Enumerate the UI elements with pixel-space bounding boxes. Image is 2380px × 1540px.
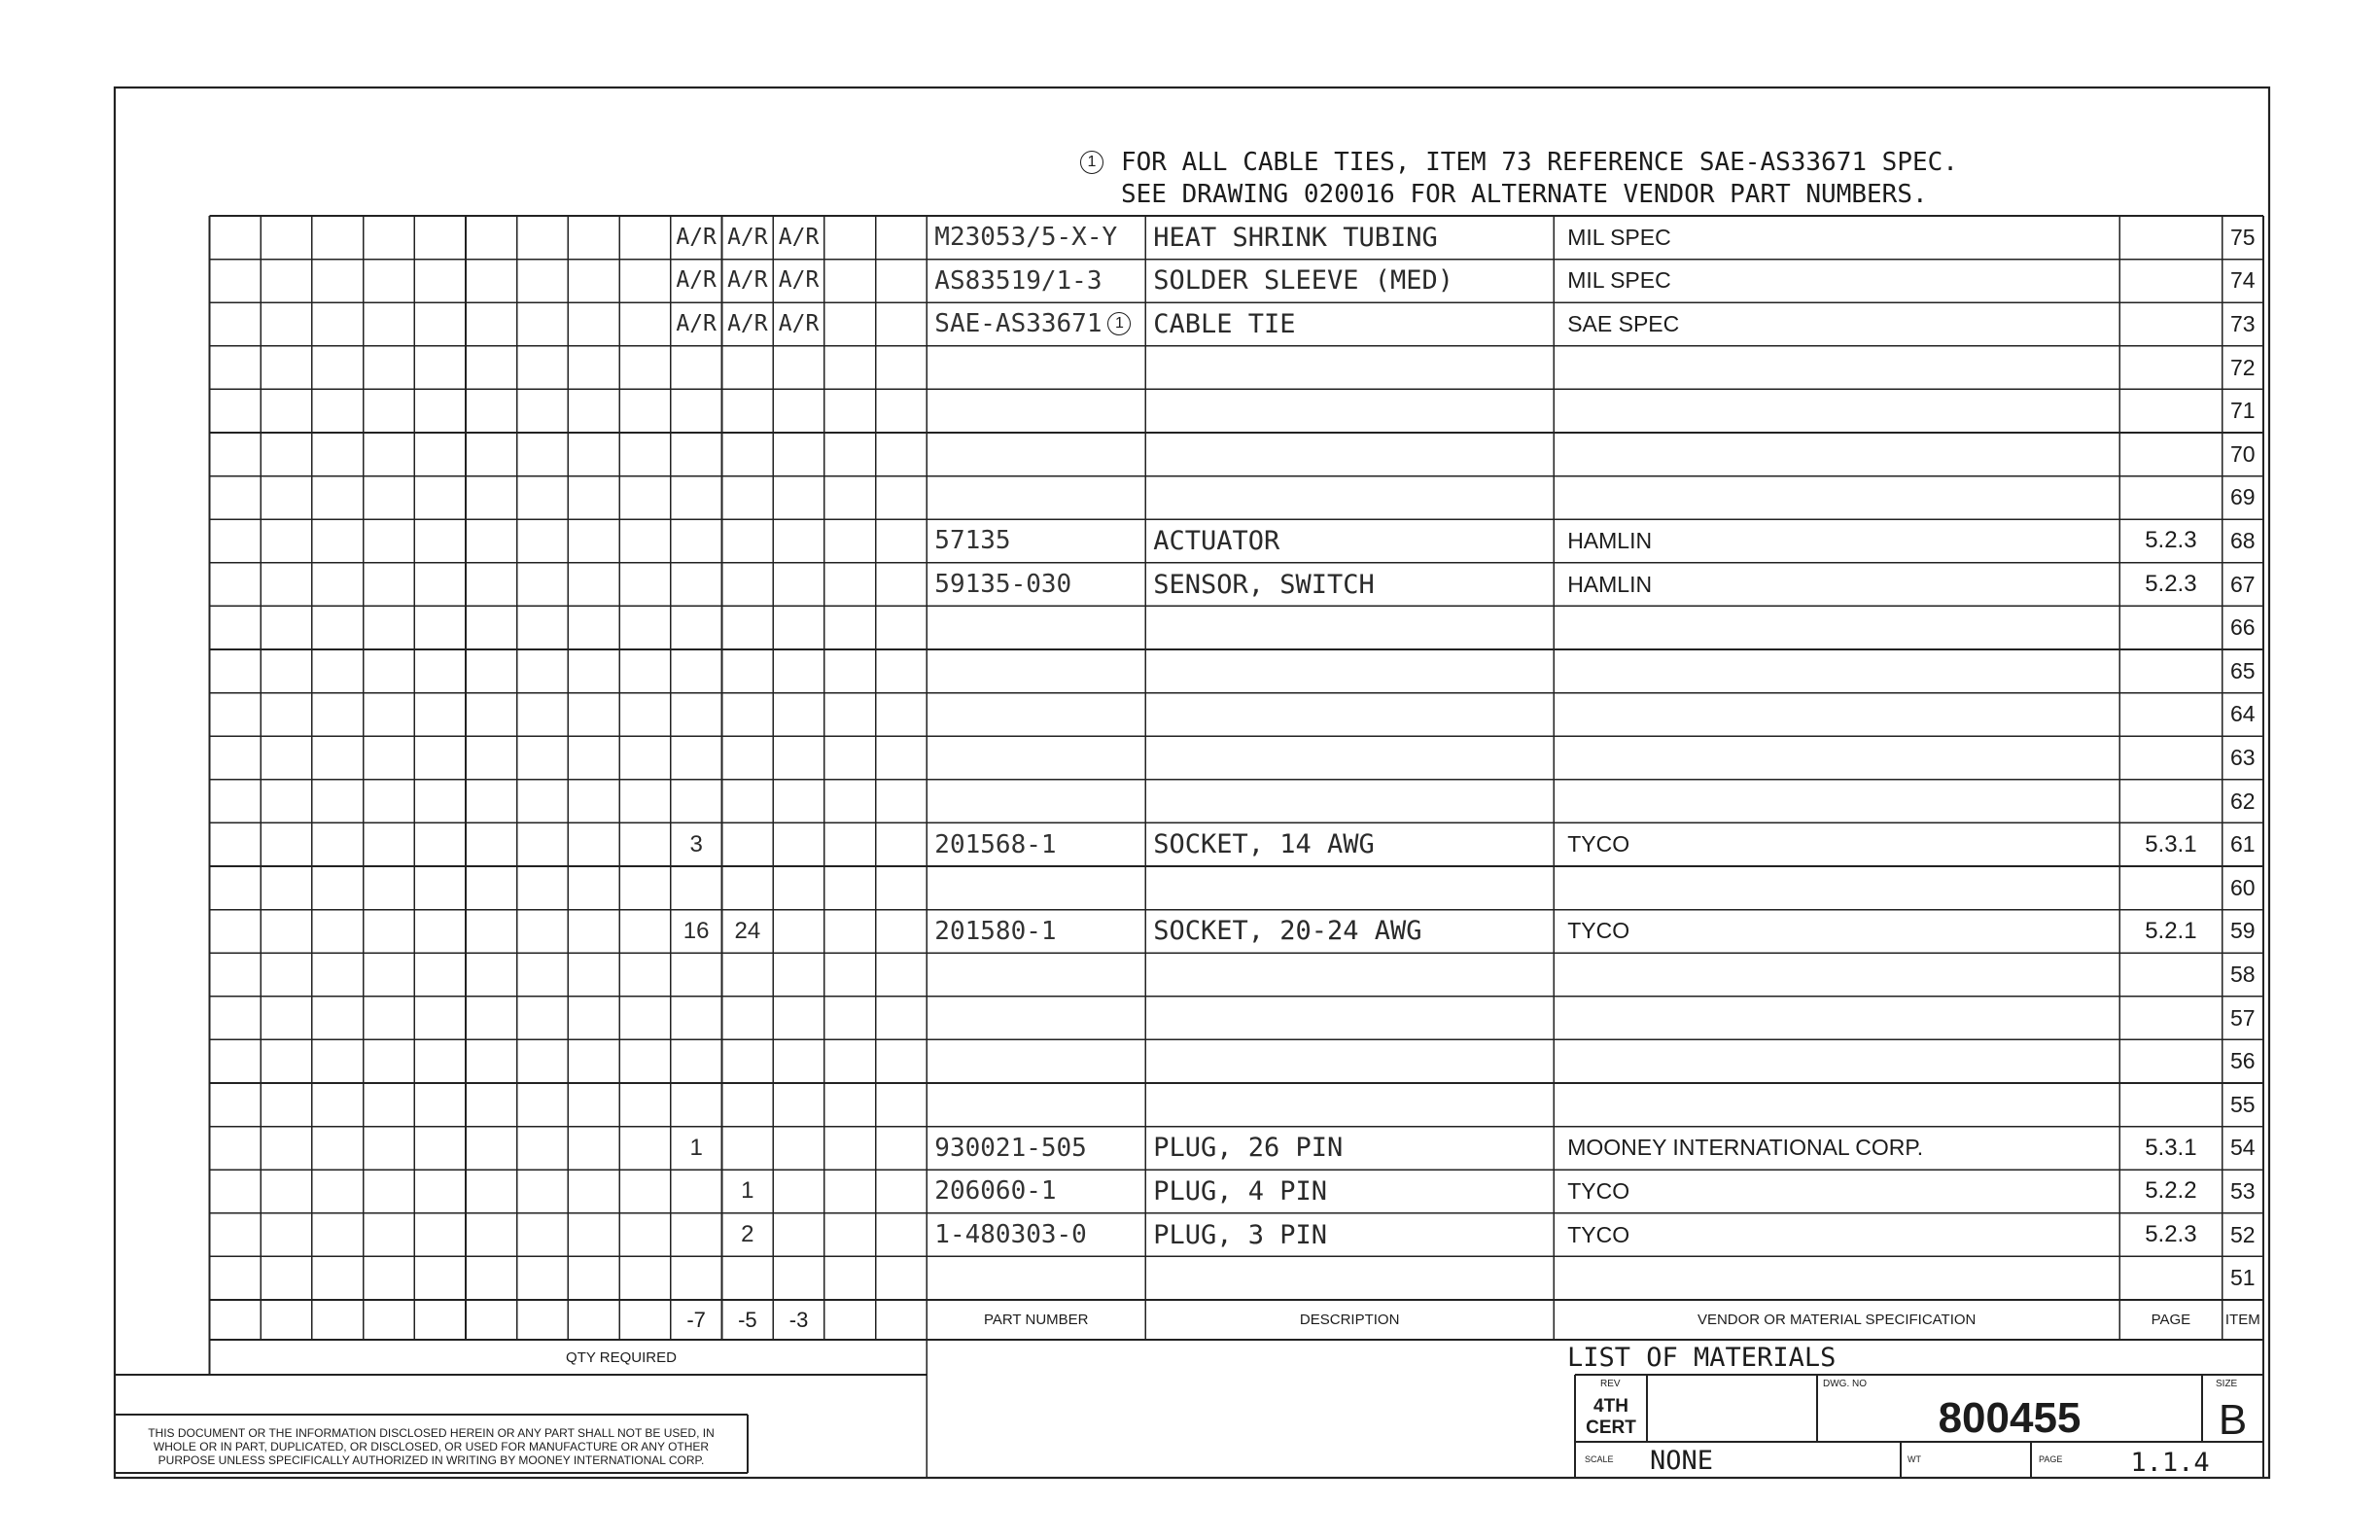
- bom-row: [0, 953, 2380, 997]
- part-number-cell: [927, 910, 1145, 954]
- rev-value-line-1: 4TH: [1593, 1396, 1628, 1417]
- description-cell: SOLDER SLEEVE (MED): [1153, 265, 1454, 297]
- description-header: DESCRIPTION: [1299, 1312, 1400, 1328]
- bom-row: [0, 606, 2380, 649]
- bom-row: [0, 1213, 2380, 1257]
- vendor-cell: HAMLIN: [1567, 571, 1653, 597]
- qty-dash-5-cell: 2: [741, 1221, 754, 1248]
- bom-row: [0, 780, 2380, 823]
- bom-row: [0, 519, 2380, 563]
- scale-label: SCALE: [1585, 1454, 1614, 1464]
- general-note: [1080, 150, 1958, 175]
- note-marker: 1: [1080, 151, 1103, 174]
- qty-dash-5-cell: 1: [741, 1177, 754, 1205]
- description-cell: PLUG, 26 PIN: [1153, 1133, 1344, 1164]
- page-ref-cell: 5.2.3: [2145, 571, 2197, 598]
- page-ref-cell: 5.2.1: [2145, 917, 2197, 944]
- qty-dash-7-cell: A/R: [676, 310, 717, 336]
- qty-dash-3-cell: A/R: [778, 310, 820, 336]
- part-number-cell: [927, 1127, 1145, 1171]
- disclaimer-line-1: THIS DOCUMENT OR THE INFORMATION DISCLOSED HEREIN OR ANY PART SHALL NOT BE USED, IN: [148, 1426, 715, 1440]
- bom-row: [0, 866, 2380, 910]
- weight-label: WT: [1908, 1454, 1921, 1464]
- page-number: 1.1.4: [2130, 1448, 2210, 1478]
- bom-row: [0, 302, 2380, 346]
- part-number-header: PART NUMBER: [983, 1312, 1089, 1328]
- vendor-cell: TYCO: [1567, 1221, 1630, 1247]
- qty-dash-7-cell: A/R: [676, 267, 717, 294]
- vendor-cell: TYCO: [1567, 1177, 1630, 1204]
- part-number-cell: [927, 260, 1145, 303]
- sheet-size: B: [2218, 1396, 2248, 1444]
- item-number-cell: 65: [2229, 657, 2256, 683]
- description-cell: SOCKET, 14 AWG: [1153, 829, 1375, 860]
- part-number: M23053/5-X-Y: [934, 223, 1118, 253]
- bom-row: [0, 433, 2380, 476]
- page-ref-cell: 5.2.3: [2145, 527, 2197, 554]
- description-cell: SENSOR, SWITCH: [1153, 569, 1375, 600]
- item-number-cell: 54: [2229, 1135, 2256, 1161]
- item-number-cell: 62: [2229, 788, 2256, 814]
- item-number-cell: 66: [2229, 614, 2256, 641]
- bom-row: [0, 649, 2380, 693]
- description-cell: SOCKET, 20-24 AWG: [1153, 916, 1422, 947]
- bom-row: [0, 736, 2380, 780]
- description-cell: HEAT SHRINK TUBING: [1153, 222, 1438, 253]
- part-number-cell: [927, 216, 1145, 260]
- bom-row: [0, 693, 2380, 737]
- bom-row: [0, 346, 2380, 390]
- qty-header-dash-7: -7: [686, 1307, 706, 1332]
- part-number: 201568-1: [934, 829, 1057, 859]
- vendor-cell: HAMLIN: [1567, 527, 1653, 553]
- dwg-no-label: DWG. NO: [1823, 1379, 1867, 1389]
- rev-value-line-2: CERT: [1586, 1418, 1636, 1438]
- disclaimer-line-3: PURPOSE UNLESS SPECIFICALLY AUTHORIZED IN WRITING BY MOONEY INTERNATIONAL CORP.: [158, 1453, 705, 1467]
- qty-dash-5-cell: A/R: [727, 267, 768, 294]
- part-number: 59135-030: [934, 570, 1072, 600]
- note-line-2: SEE DRAWING 020016 FOR ALTERNATE VENDOR PART NUMBERS.: [1121, 180, 1928, 209]
- disclaimer-line-2: WHOLE OR IN PART, DUPLICATED, OR DISCLOSED, OR USED FOR MANUFACTURE OR ANY OTHER: [153, 1440, 710, 1453]
- qty-header-dash-3: -3: [788, 1307, 809, 1332]
- item-number-cell: 67: [2229, 571, 2256, 597]
- page-ref-cell: 5.3.1: [2145, 830, 2197, 858]
- item-number-cell: 59: [2229, 918, 2256, 944]
- part-number: 930021-505: [934, 1133, 1087, 1163]
- part-number-cell: [927, 822, 1145, 866]
- item-number-cell: 61: [2229, 831, 2256, 858]
- part-number: 201580-1: [934, 916, 1057, 946]
- bom-row: [0, 1127, 2380, 1171]
- page-ref-cell: 5.2.3: [2145, 1221, 2197, 1248]
- bom-row: [0, 1170, 2380, 1213]
- part-number-cell: [927, 519, 1145, 563]
- bom-row: [0, 997, 2380, 1040]
- vendor-cell: SAE SPEC: [1567, 310, 1680, 336]
- item-number-cell: 51: [2229, 1265, 2256, 1291]
- page-label: PAGE: [2039, 1454, 2063, 1464]
- item-number-cell: 52: [2229, 1221, 2256, 1247]
- qty-dash-7-cell: 3: [689, 830, 703, 858]
- description-cell: PLUG, 3 PIN: [1153, 1219, 1327, 1250]
- qty-dash-7-cell: 16: [682, 917, 710, 944]
- description-cell: ACTUATOR: [1153, 525, 1280, 556]
- vendor-cell: TYCO: [1567, 918, 1630, 944]
- item-number-cell: 73: [2229, 310, 2256, 336]
- qty-header-dash-5: -5: [738, 1307, 757, 1332]
- part-number: 206060-1: [934, 1176, 1057, 1207]
- item-number-cell: 64: [2229, 701, 2256, 727]
- item-number-cell: 63: [2229, 744, 2256, 770]
- scale-value: NONE: [1650, 1446, 1714, 1476]
- page-ref-cell: 5.3.1: [2145, 1134, 2197, 1161]
- qty-dash-5-cell: 24: [734, 917, 761, 944]
- qty-dash-7-cell: A/R: [676, 224, 717, 250]
- item-header: ITEM: [2224, 1312, 2260, 1328]
- bom-row: [0, 910, 2380, 954]
- vendor-cell: MIL SPEC: [1567, 224, 1671, 250]
- part-number: 1-480303-0: [934, 1220, 1087, 1250]
- item-number-cell: 60: [2229, 874, 2256, 900]
- qty-dash-5-cell: A/R: [727, 310, 768, 336]
- vendor-cell: MIL SPEC: [1567, 267, 1671, 294]
- bom-row: [0, 216, 2380, 260]
- qty-dash-5-cell: A/R: [727, 224, 768, 250]
- page-ref-cell: 5.2.2: [2145, 1177, 2197, 1205]
- qty-dash-3-cell: A/R: [778, 224, 820, 250]
- description-cell: PLUG, 4 PIN: [1153, 1175, 1327, 1207]
- drawing-number: 800455: [1938, 1394, 2082, 1442]
- qty-dash-3-cell: A/R: [778, 267, 820, 294]
- item-number-cell: 75: [2229, 224, 2256, 250]
- qty-required-label: QTY REQUIRED: [566, 1348, 677, 1366]
- part-number: AS83519/1-3: [934, 265, 1102, 296]
- note-reference-marker: 1: [1107, 312, 1131, 335]
- item-number-cell: 71: [2229, 398, 2256, 424]
- bom-row: [0, 260, 2380, 303]
- description-cell: CABLE TIE: [1153, 308, 1296, 339]
- item-number-cell: 55: [2229, 1091, 2256, 1117]
- part-number-cell: [927, 1170, 1145, 1213]
- note-line-1: FOR ALL CABLE TIES, ITEM 73 REFERENCE SAE-AS33671 SPEC.: [1121, 148, 1958, 177]
- part-number: 57135: [934, 526, 1011, 556]
- vendor-cell: MOONEY INTERNATIONAL CORP.: [1567, 1135, 1924, 1161]
- page-header: PAGE: [2151, 1312, 2191, 1328]
- item-number-cell: 74: [2229, 267, 2256, 294]
- list-title: LIST OF MATERIALS: [1567, 1342, 1837, 1373]
- qty-dash-7-cell: 1: [689, 1134, 703, 1161]
- item-number-cell: 70: [2229, 440, 2256, 467]
- bom-row: [0, 1256, 2380, 1300]
- item-number-cell: 68: [2229, 527, 2256, 553]
- rev-label: REV: [1600, 1379, 1621, 1389]
- bom-row: [0, 476, 2380, 520]
- size-label: SIZE: [2216, 1379, 2238, 1389]
- bom-row: [0, 389, 2380, 433]
- qty-title-row: [0, 1340, 2380, 1375]
- item-number-cell: 69: [2229, 484, 2256, 510]
- bom-header-row: [0, 1300, 2380, 1340]
- bom-row: [0, 1083, 2380, 1127]
- item-number-cell: 72: [2229, 354, 2256, 380]
- part-number: SAE-AS33671: [934, 309, 1102, 339]
- part-number-cell: [927, 563, 1145, 607]
- bom-row: [0, 822, 2380, 866]
- bom-row: [0, 563, 2380, 607]
- bom-row: [0, 1039, 2380, 1083]
- item-number-cell: 56: [2229, 1048, 2256, 1074]
- part-number-cell: [927, 1213, 1145, 1257]
- part-number-cell: [927, 302, 1145, 346]
- vendor-header: VENDOR OR MATERIAL SPECIFICATION: [1697, 1312, 1977, 1328]
- item-number-cell: 57: [2229, 1004, 2256, 1031]
- item-number-cell: 58: [2229, 961, 2256, 987]
- item-number-cell: 53: [2229, 1177, 2256, 1204]
- vendor-cell: TYCO: [1567, 831, 1630, 858]
